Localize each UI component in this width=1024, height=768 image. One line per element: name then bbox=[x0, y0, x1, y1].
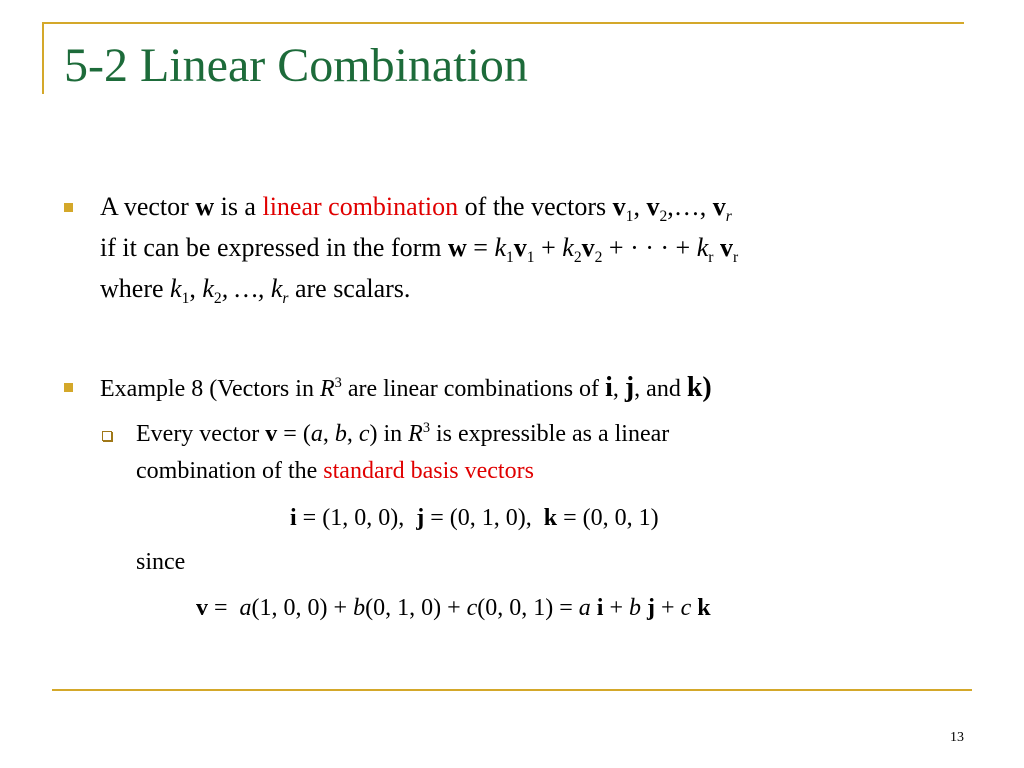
decomposition-equation: v = a(1, 0, 0) + b(0, 1, 0) + c(0, 0, 1) = a i + b j + c k bbox=[196, 595, 711, 621]
sub-bullet-box-icon bbox=[102, 431, 112, 441]
sub-bullet-line2: combination of the standard basis vectors bbox=[136, 458, 534, 484]
left-accent-rule bbox=[42, 22, 44, 94]
bullet1-line3: where $k_1$, $k_2$, …, $k_r$ are scalars. bbox=[100, 274, 411, 308]
standard-basis-term: standard basis vectors bbox=[323, 458, 534, 484]
bullet2-text: Example 8 (Vectors in $R^3$ are linear combinations of i, j, and k) bbox=[100, 372, 712, 403]
bullet-square-icon bbox=[64, 203, 73, 212]
bullet1-line2: if it can be expressed in the form $w = k_1v_1 + k_2v_2$ + · · · + $k_r$ $v_r$ bbox=[100, 233, 739, 267]
basis-vectors-equation: i = (1, 0, 0), j = (0, 1, 0), k = (0, 0, 1) bbox=[290, 505, 659, 531]
top-rule bbox=[42, 22, 964, 24]
bullet-square-icon bbox=[64, 383, 73, 392]
bottom-rule bbox=[52, 689, 972, 691]
since-text: since bbox=[136, 549, 186, 575]
slide-title: 5-2 Linear Combination bbox=[64, 39, 528, 92]
bullet1-line1: A vector w is a linear combination of the vectors $v_1$, $v_2,\dots$, $v_r$ bbox=[100, 192, 732, 226]
sub-bullet-line1: Every vector v = (a, b, c) in $R^3$ is expressible as a linear bbox=[136, 420, 670, 447]
linear-combination-term: linear combination bbox=[262, 192, 459, 221]
page-number: 13 bbox=[950, 730, 964, 745]
